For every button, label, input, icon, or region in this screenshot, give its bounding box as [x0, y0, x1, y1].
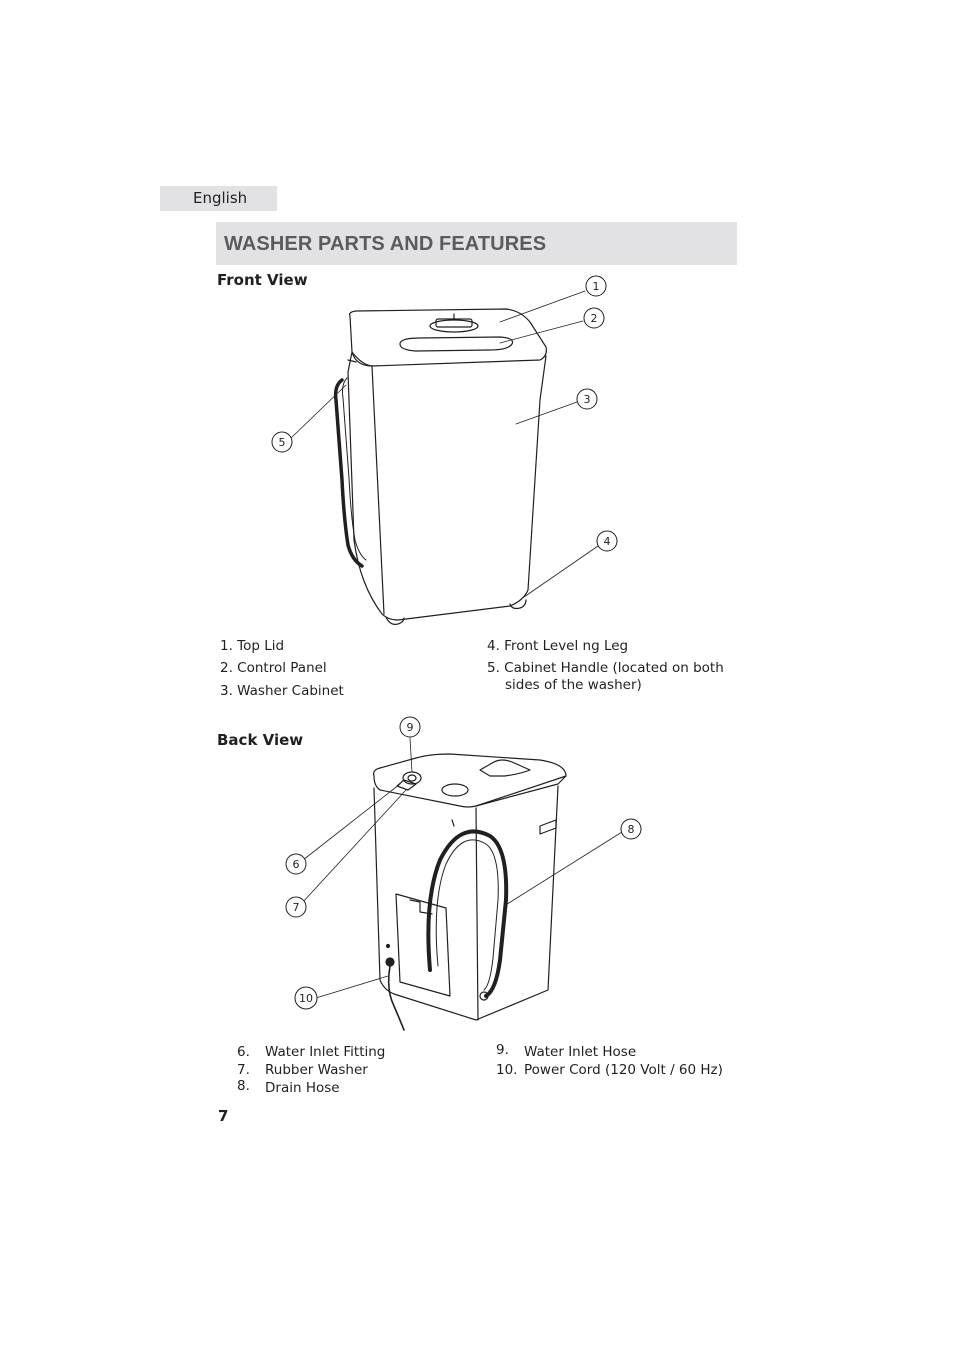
front-view-heading: Front View	[217, 271, 308, 289]
page-title: WASHER PARTS AND FEATURES	[224, 233, 547, 255]
list-item-label: Water Inlet Hose	[524, 1044, 637, 1060]
list-item-label: Power Cord (120 Volt / 60 Hz)	[524, 1062, 723, 1078]
list-item-label: Drain Hose	[265, 1080, 340, 1096]
callout-4: 4	[603, 535, 611, 548]
list-item-label: Rubber Washer	[265, 1062, 368, 1078]
list-item	[237, 1044, 385, 1062]
list-item	[237, 1080, 385, 1098]
list-item: 5. Cabinet Handle (located on both	[487, 660, 724, 676]
list-item-number: 9.	[496, 1042, 509, 1058]
back-parts-list-left	[237, 1044, 385, 1098]
list-item	[496, 1044, 723, 1062]
callout-2: 2	[590, 312, 598, 325]
callout-6: 6	[292, 858, 300, 871]
front-parts-list-right	[487, 638, 724, 694]
callout-7: 7	[292, 901, 300, 914]
callout-9: 9	[406, 721, 414, 734]
page-number: 7	[218, 1107, 229, 1125]
list-item-continuation: sides of the washer)	[505, 677, 642, 693]
front-view-illustration	[260, 272, 630, 632]
list-item: 1. Top Lid	[220, 638, 285, 654]
list-item-number: 8.	[237, 1078, 250, 1094]
back-view-illustration	[280, 712, 650, 1037]
callout-5: 5	[278, 436, 286, 449]
list-item: 3. Washer Cabinet	[220, 683, 344, 699]
title-bar	[216, 222, 737, 265]
back-parts-list-right	[496, 1044, 723, 1080]
callout-10: 10	[299, 992, 313, 1005]
list-item: 2. Control Panel	[220, 660, 327, 676]
list-item	[496, 1062, 723, 1080]
front-parts-list-left	[220, 638, 344, 705]
callout-1: 1	[592, 280, 600, 293]
back-view-heading: Back View	[217, 731, 304, 749]
language-tab: English	[160, 186, 277, 211]
list-item-number: 10.	[496, 1062, 518, 1078]
list-item-number: 6.	[237, 1044, 250, 1060]
list-item-label: Water Inlet Fitting	[265, 1044, 386, 1060]
list-item-number: 7.	[237, 1062, 250, 1078]
list-item: 4. Front Level ng Leg	[487, 638, 629, 654]
callout-8: 8	[627, 823, 635, 836]
callout-3: 3	[583, 393, 591, 406]
